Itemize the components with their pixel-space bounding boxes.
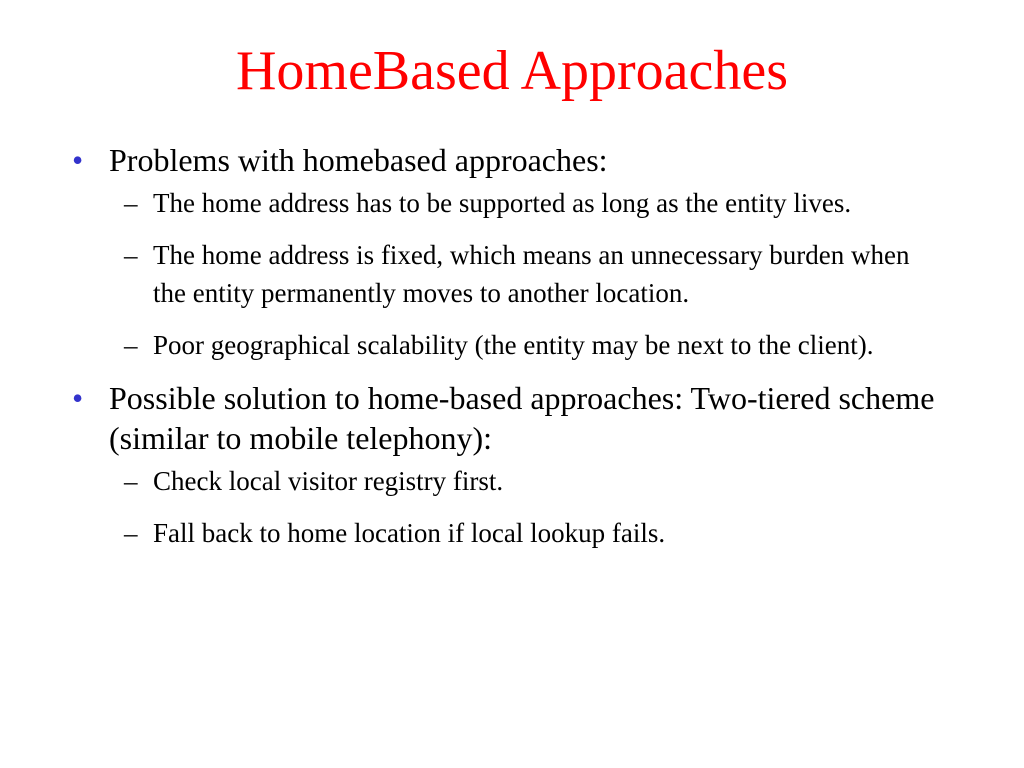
slide-body <box>72 140 942 566</box>
sub-list-problems <box>72 184 942 364</box>
sub-item-text: The home address is fixed, which means an unnecessary burden when the entity permanently moves to another location. <box>153 240 910 308</box>
bullet-text: Problems with homebased approaches: <box>109 142 608 178</box>
dash-icon: – <box>124 518 138 548</box>
bullet-dot-icon: • <box>72 380 84 416</box>
sub-item <box>72 462 942 500</box>
sub-item-text: Poor geographical scalability (the entity may be next to the client). <box>153 330 874 360</box>
dash-icon: – <box>124 330 138 360</box>
sub-item-text: Fall back to home location if local lookup fails. <box>153 518 666 548</box>
sub-item-text: Check local visitor registry first. <box>153 466 504 496</box>
sub-item <box>72 236 942 312</box>
dash-icon: – <box>124 240 138 270</box>
sub-item <box>72 326 942 364</box>
sub-item-text: The home address has to be supported as long as the entity lives. <box>153 188 852 218</box>
bullet-item-problems <box>72 140 942 180</box>
slide-title: HomeBased Approaches <box>235 40 789 102</box>
dash-icon: – <box>124 466 138 496</box>
bullet-item-solution <box>72 378 942 458</box>
bullet-text: Possible solution to home-based approaches: Two-tiered scheme (similar to mobile telephony): <box>109 380 935 456</box>
sub-item <box>72 184 942 222</box>
bullet-dot-icon: • <box>72 142 84 178</box>
sub-list-solution <box>72 462 942 552</box>
sub-item <box>72 514 942 552</box>
dash-icon: – <box>124 188 138 218</box>
